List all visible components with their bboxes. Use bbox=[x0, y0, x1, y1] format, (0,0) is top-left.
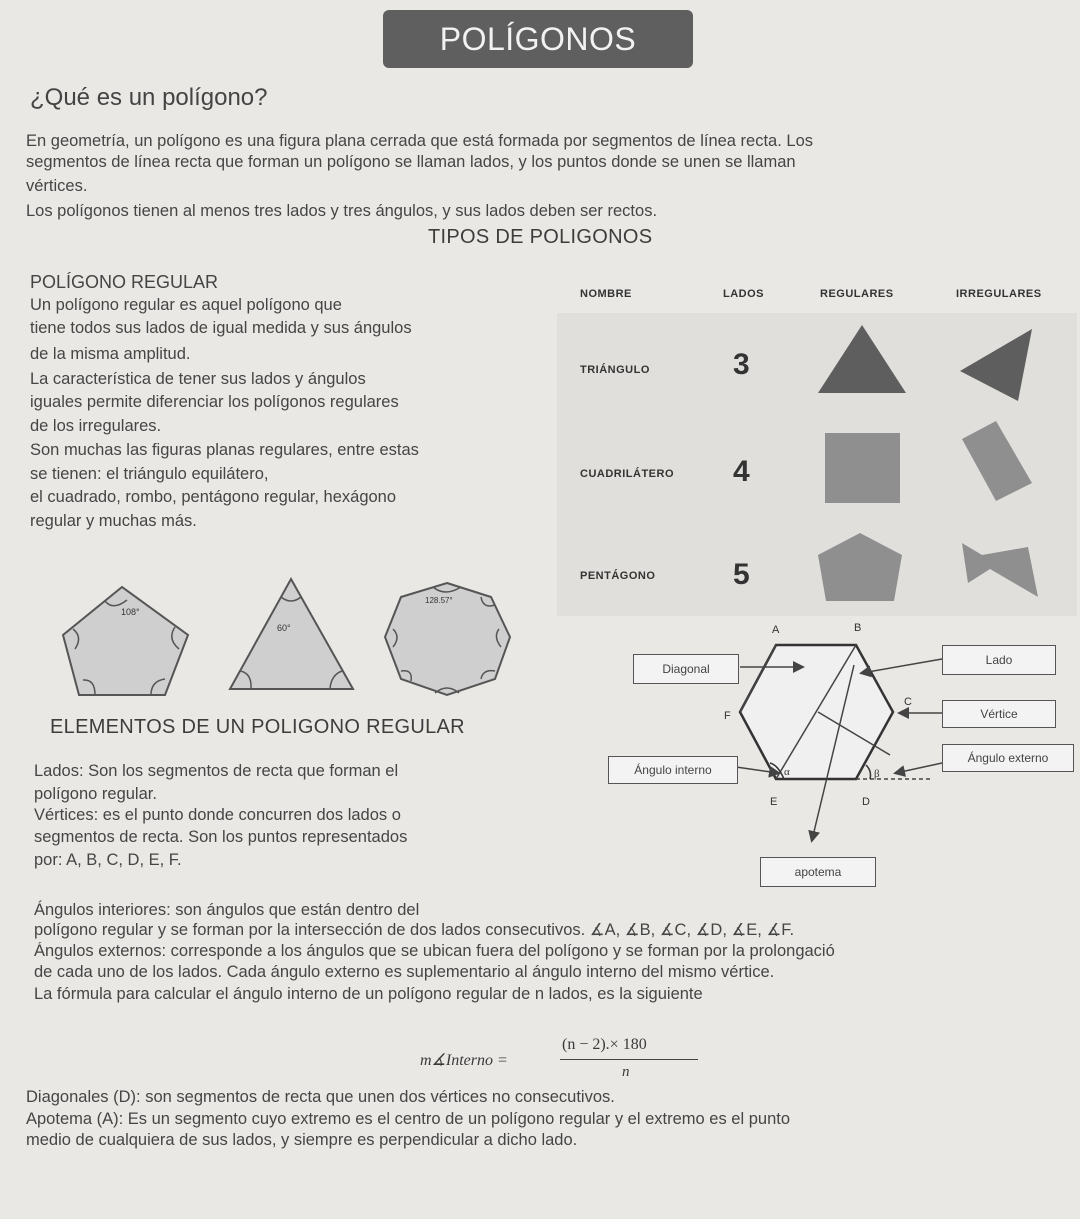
elements-heading: ELEMENTOS DE UN POLIGONO REGULAR bbox=[50, 716, 465, 738]
lower-line: polígono regular y se forman por la intersección de dos lados consecutivos. ∡A, ∡B, ∡C, ∡D, ∡E, ∡F. bbox=[34, 921, 795, 939]
regular-square-shape bbox=[825, 433, 900, 503]
angulo-interno-label: Ángulo interno bbox=[608, 756, 738, 784]
pentagon-angle-label: 108° bbox=[121, 607, 140, 617]
table-cell-name: CUADRILÁTERO bbox=[580, 468, 674, 480]
regular-heading: POLÍGONO REGULAR bbox=[30, 272, 219, 292]
example-heptagon bbox=[385, 583, 510, 695]
final-line: medio de cualquiera de sus lados, y siempre es perpendicular a dicho lado. bbox=[26, 1131, 578, 1149]
regular-line: iguales permite diferenciar los polígonos regulares bbox=[30, 393, 399, 411]
table-cell-sides: 3 bbox=[733, 348, 750, 381]
vertex-label: E bbox=[770, 796, 778, 808]
elements-line: segmentos de recta. Son los puntos representados bbox=[34, 828, 408, 846]
types-heading: TIPOS DE POLIGONOS bbox=[428, 226, 653, 248]
lower-line: de cada uno de los lados. Cada ángulo externo es suplementario al ángulo interno del mismo vértice. bbox=[34, 963, 775, 981]
table-header: LADOS bbox=[723, 288, 764, 300]
table-cell-sides: 4 bbox=[733, 455, 750, 488]
intro-line: vértices. bbox=[26, 177, 88, 195]
vertice-label: Vértice bbox=[942, 700, 1056, 728]
table-header: NOMBRE bbox=[580, 288, 632, 300]
vertex-label: B bbox=[854, 622, 862, 634]
table-header: REGULARES bbox=[820, 288, 894, 300]
apotema-label: apotema bbox=[760, 857, 876, 887]
regular-polygon-examples bbox=[55, 575, 525, 705]
elements-line: por: A, B, C, D, E, F. bbox=[34, 851, 182, 869]
elements-line: Lados: Son los segmentos de recta que forman el bbox=[34, 762, 399, 780]
example-pentagon bbox=[63, 587, 188, 695]
lower-line: La fórmula para calcular el ángulo interno de un polígono regular de n lados, es la siguiente bbox=[34, 985, 703, 1003]
polygon-table-shapes bbox=[800, 315, 1080, 615]
vertex-label: A bbox=[772, 624, 780, 636]
regular-line: se tienen: el triángulo equilátero, bbox=[30, 465, 269, 483]
intro-line: Los polígonos tienen al menos tres lados y tres ángulos, y sus lados deben ser rectos. bbox=[26, 202, 658, 220]
formula-numerator: (n − 2).× 180 bbox=[562, 1036, 647, 1053]
lado-pointer bbox=[862, 659, 942, 673]
regular-line: de los irregulares. bbox=[30, 417, 162, 435]
vertex-label: D bbox=[862, 796, 870, 808]
formula-lhs: m∡Interno = bbox=[420, 1052, 508, 1069]
regular-line: el cuadrado, rombo, pentágono regular, hexágono bbox=[30, 488, 397, 506]
regular-line: La característica de tener sus lados y ángulos bbox=[30, 370, 366, 388]
intro-line: En geometría, un polígono es una figura plana cerrada que está formada por segmentos de línea recta. Los bbox=[26, 132, 814, 150]
table-cell-sides: 5 bbox=[733, 558, 750, 591]
regular-line: tiene todos sus lados de igual medida y sus ángulos bbox=[30, 319, 412, 337]
triangle-angle-label: 60° bbox=[277, 623, 291, 633]
final-line: Apotema (A): Es un segmento cuyo extremo es el centro de un polígono regular y el extremo es el punto bbox=[26, 1110, 791, 1128]
intro-line: segmentos de línea recta que forman un polígono se llaman lados, y los puntos donde se unen se llaman bbox=[26, 153, 796, 171]
irregular-quadrilateral-shape bbox=[962, 421, 1032, 501]
lower-line: Ángulos externos: corresponde a los ángulos que se ubican fuera del polígono y se forman por la prolongació bbox=[34, 942, 835, 960]
vertex-label: C bbox=[904, 696, 912, 708]
example-triangle bbox=[230, 579, 353, 689]
regular-line: Un polígono regular es aquel polígono que bbox=[30, 296, 342, 314]
diagonal-label: Diagonal bbox=[633, 654, 739, 684]
table-header: IRREGULARES bbox=[956, 288, 1042, 300]
irregular-triangle-shape bbox=[960, 329, 1032, 401]
regular-triangle-shape bbox=[818, 325, 906, 393]
table-cell-name: PENTÁGONO bbox=[580, 570, 656, 582]
vertex-label: F bbox=[724, 710, 731, 722]
regular-line: Son muchas las figuras planas regulares, entre estas bbox=[30, 441, 419, 459]
angulo-externo-pointer bbox=[896, 763, 942, 773]
heptagon-angle-label: 128.57° bbox=[425, 596, 453, 605]
lower-line: Ángulos interiores: son ángulos que están dentro del bbox=[34, 901, 420, 919]
alpha-label: α bbox=[784, 766, 790, 778]
lado-label: Lado bbox=[942, 645, 1056, 675]
beta-label: β bbox=[874, 768, 880, 780]
formula-denominator: n bbox=[622, 1064, 630, 1080]
regular-line: regular y muchas más. bbox=[30, 512, 197, 530]
table-cell-name: TRIÁNGULO bbox=[580, 364, 650, 376]
question-heading: ¿Qué es un polígono? bbox=[30, 84, 268, 111]
irregular-pentagon-shape bbox=[962, 543, 1038, 597]
page-title: POLÍGONOS bbox=[383, 10, 693, 68]
final-line: Diagonales (D): son segmentos de recta que unen dos vértices no consecutivos. bbox=[26, 1088, 615, 1106]
angulo-externo-label: Ángulo externo bbox=[942, 744, 1074, 772]
elements-line: polígono regular. bbox=[34, 785, 157, 803]
regular-pentagon-shape bbox=[818, 533, 902, 601]
elements-line: Vértices: es el punto donde concurren dos lados o bbox=[34, 806, 401, 824]
regular-line: de la misma amplitud. bbox=[30, 345, 191, 363]
fraction-bar bbox=[560, 1059, 698, 1060]
